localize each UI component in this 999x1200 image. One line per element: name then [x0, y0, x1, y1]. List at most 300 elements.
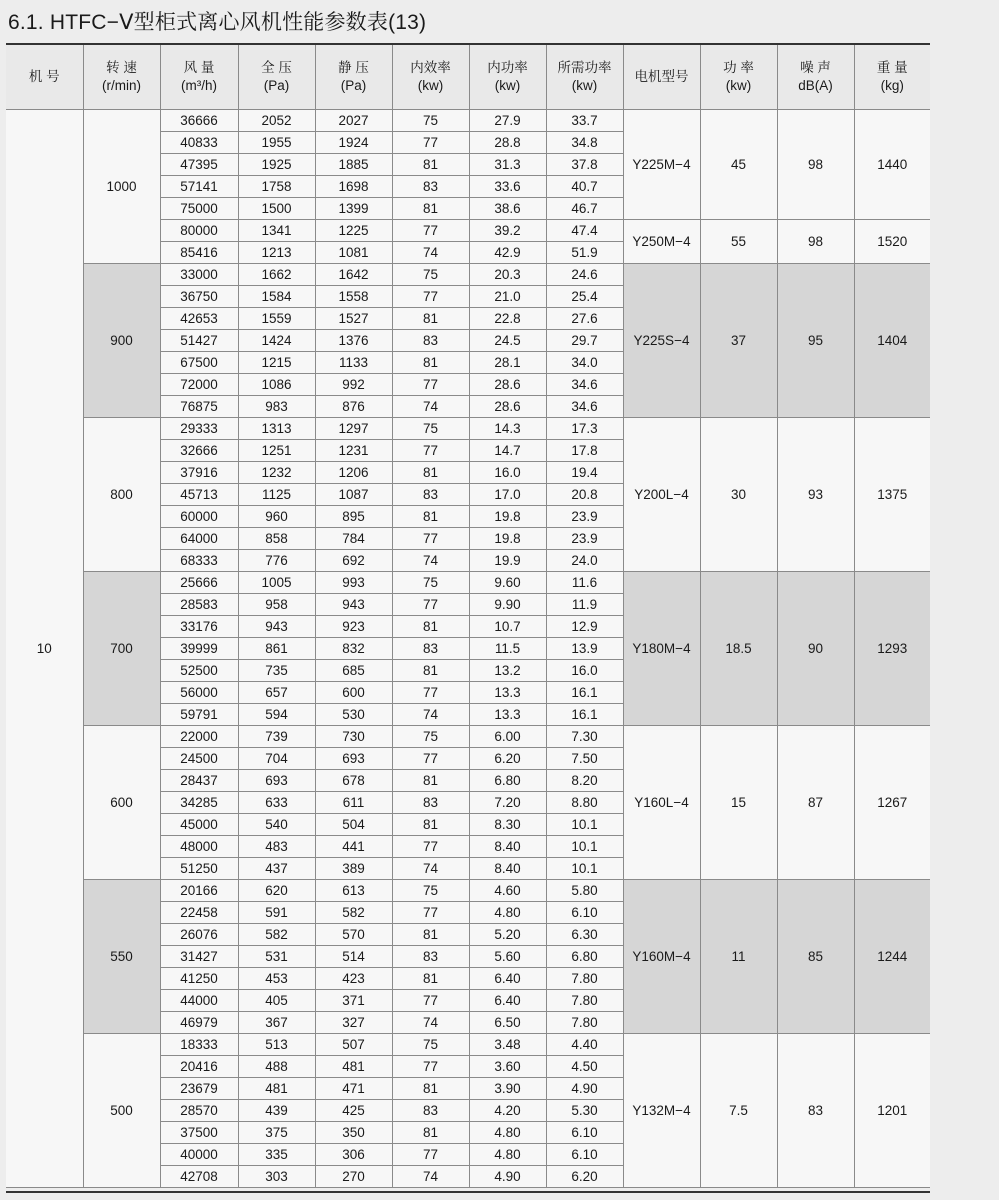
airflow-cell: 42653 [160, 308, 238, 330]
required-power-cell: 7.80 [546, 1012, 623, 1034]
total-pressure-cell: 1005 [238, 572, 315, 594]
static-pressure-cell: 507 [315, 1034, 392, 1056]
internal-efficiency-cell: 77 [392, 220, 469, 242]
static-pressure-cell: 600 [315, 682, 392, 704]
header-unit: (Pa) [340, 78, 367, 93]
airflow-cell: 45713 [160, 484, 238, 506]
header-label: 转 速 [106, 60, 137, 75]
static-pressure-cell: 327 [315, 1012, 392, 1034]
internal-efficiency-cell: 83 [392, 792, 469, 814]
internal-power-cell: 39.2 [469, 220, 546, 242]
internal-power-cell: 14.7 [469, 440, 546, 462]
table-body [6, 110, 930, 1188]
internal-efficiency-cell: 81 [392, 352, 469, 374]
total-pressure-cell: 861 [238, 638, 315, 660]
static-pressure-cell: 685 [315, 660, 392, 682]
required-power-cell: 27.6 [546, 308, 623, 330]
internal-efficiency-cell: 74 [392, 1012, 469, 1034]
static-pressure-cell: 582 [315, 902, 392, 924]
header-internal-power [469, 45, 546, 110]
airflow-cell: 51250 [160, 858, 238, 880]
header-internal-efficiency [392, 45, 469, 110]
required-power-cell: 7.30 [546, 726, 623, 748]
static-pressure-cell: 1885 [315, 154, 392, 176]
total-pressure-cell: 704 [238, 748, 315, 770]
airflow-cell: 22458 [160, 902, 238, 924]
total-pressure-cell: 657 [238, 682, 315, 704]
required-power-cell: 7.80 [546, 968, 623, 990]
internal-efficiency-cell: 77 [392, 594, 469, 616]
internal-power-cell: 33.6 [469, 176, 546, 198]
static-pressure-cell: 730 [315, 726, 392, 748]
airflow-cell: 48000 [160, 836, 238, 858]
internal-power-cell: 8.40 [469, 836, 546, 858]
total-pressure-cell: 439 [238, 1100, 315, 1122]
static-pressure-cell: 1231 [315, 440, 392, 462]
speed-cell: 600 [83, 726, 160, 880]
noise-cell: 95 [777, 264, 854, 418]
airflow-cell: 37916 [160, 462, 238, 484]
table-row [6, 1034, 930, 1056]
static-pressure-cell: 1558 [315, 286, 392, 308]
required-power-cell: 7.80 [546, 990, 623, 1012]
page-title: 6.1. HTFC−Ⅴ型柜式离心风机性能参数表(13) [8, 11, 427, 34]
static-pressure-cell: 1527 [315, 308, 392, 330]
airflow-cell: 40000 [160, 1144, 238, 1166]
internal-power-cell: 6.40 [469, 968, 546, 990]
static-pressure-cell: 1133 [315, 352, 392, 374]
internal-efficiency-cell: 81 [392, 1078, 469, 1100]
internal-power-cell: 4.90 [469, 1166, 546, 1188]
noise-cell: 83 [777, 1034, 854, 1188]
internal-efficiency-cell: 77 [392, 286, 469, 308]
header-motor-power [700, 45, 777, 110]
internal-efficiency-cell: 74 [392, 704, 469, 726]
airflow-cell: 23679 [160, 1078, 238, 1100]
internal-power-cell: 24.5 [469, 330, 546, 352]
internal-power-cell: 8.30 [469, 814, 546, 836]
noise-cell: 90 [777, 572, 854, 726]
internal-efficiency-cell: 75 [392, 418, 469, 440]
static-pressure-cell: 1376 [315, 330, 392, 352]
static-pressure-cell: 423 [315, 968, 392, 990]
header-label: 机 号 [28, 69, 60, 84]
airflow-cell: 40833 [160, 132, 238, 154]
speed-cell: 900 [83, 264, 160, 418]
motor-model-cell: Y180M−4 [623, 572, 700, 726]
internal-power-cell: 31.3 [469, 154, 546, 176]
static-pressure-cell: 1399 [315, 198, 392, 220]
required-power-cell: 17.8 [546, 440, 623, 462]
internal-power-cell: 3.48 [469, 1034, 546, 1056]
motor-power-cell: 7.5 [700, 1034, 777, 1188]
internal-efficiency-cell: 83 [392, 484, 469, 506]
internal-efficiency-cell: 81 [392, 660, 469, 682]
static-pressure-cell: 425 [315, 1100, 392, 1122]
total-pressure-cell: 1662 [238, 264, 315, 286]
motor-power-cell: 45 [700, 110, 777, 220]
total-pressure-cell: 633 [238, 792, 315, 814]
required-power-cell: 34.8 [546, 132, 623, 154]
required-power-cell: 34.6 [546, 374, 623, 396]
internal-efficiency-cell: 77 [392, 528, 469, 550]
total-pressure-cell: 367 [238, 1012, 315, 1034]
table-row [6, 110, 930, 132]
airflow-cell: 41250 [160, 968, 238, 990]
static-pressure-cell: 1698 [315, 176, 392, 198]
static-pressure-cell: 784 [315, 528, 392, 550]
required-power-cell: 34.6 [546, 396, 623, 418]
airflow-cell: 57141 [160, 176, 238, 198]
static-pressure-cell: 923 [315, 616, 392, 638]
header-label: 风 量 [183, 60, 215, 75]
static-pressure-cell: 514 [315, 946, 392, 968]
header-label: 重 量 [876, 60, 908, 75]
required-power-cell: 5.80 [546, 880, 623, 902]
internal-efficiency-cell: 77 [392, 132, 469, 154]
static-pressure-cell: 895 [315, 506, 392, 528]
airflow-cell: 37500 [160, 1122, 238, 1144]
total-pressure-cell: 594 [238, 704, 315, 726]
internal-power-cell: 3.90 [469, 1078, 546, 1100]
required-power-cell: 10.1 [546, 814, 623, 836]
internal-efficiency-cell: 74 [392, 858, 469, 880]
internal-power-cell: 4.80 [469, 1122, 546, 1144]
internal-efficiency-cell: 81 [392, 968, 469, 990]
internal-efficiency-cell: 83 [392, 1100, 469, 1122]
internal-power-cell: 3.60 [469, 1056, 546, 1078]
internal-power-cell: 38.6 [469, 198, 546, 220]
required-power-cell: 23.9 [546, 506, 623, 528]
motor-model-cell: Y225M−4 [623, 110, 700, 220]
internal-power-cell: 21.0 [469, 286, 546, 308]
internal-power-cell: 17.0 [469, 484, 546, 506]
header-speed [83, 45, 160, 110]
weight-cell: 1440 [854, 110, 930, 220]
motor-model-cell: Y225S−4 [623, 264, 700, 418]
internal-efficiency-cell: 81 [392, 308, 469, 330]
internal-efficiency-cell: 81 [392, 154, 469, 176]
airflow-cell: 36750 [160, 286, 238, 308]
total-pressure-cell: 1213 [238, 242, 315, 264]
noise-cell: 85 [777, 880, 854, 1034]
header-required-power [546, 45, 623, 110]
required-power-cell: 8.80 [546, 792, 623, 814]
total-pressure-cell: 739 [238, 726, 315, 748]
internal-efficiency-cell: 81 [392, 462, 469, 484]
required-power-cell: 11.9 [546, 594, 623, 616]
total-pressure-cell: 591 [238, 902, 315, 924]
total-pressure-cell: 1125 [238, 484, 315, 506]
airflow-cell: 39999 [160, 638, 238, 660]
required-power-cell: 20.8 [546, 484, 623, 506]
static-pressure-cell: 389 [315, 858, 392, 880]
static-pressure-cell: 2027 [315, 110, 392, 132]
noise-cell: 87 [777, 726, 854, 880]
total-pressure-cell: 582 [238, 924, 315, 946]
internal-power-cell: 13.3 [469, 682, 546, 704]
required-power-cell: 6.10 [546, 1144, 623, 1166]
header-unit: (m³/h) [181, 78, 217, 93]
required-power-cell: 4.40 [546, 1034, 623, 1056]
static-pressure-cell: 570 [315, 924, 392, 946]
airflow-cell: 45000 [160, 814, 238, 836]
airflow-cell: 32666 [160, 440, 238, 462]
airflow-cell: 28437 [160, 770, 238, 792]
static-pressure-cell: 692 [315, 550, 392, 572]
airflow-cell: 85416 [160, 242, 238, 264]
static-pressure-cell: 441 [315, 836, 392, 858]
internal-efficiency-cell: 77 [392, 748, 469, 770]
required-power-cell: 10.1 [546, 836, 623, 858]
airflow-cell: 31427 [160, 946, 238, 968]
internal-power-cell: 19.9 [469, 550, 546, 572]
internal-efficiency-cell: 81 [392, 198, 469, 220]
internal-efficiency-cell: 77 [392, 1056, 469, 1078]
motor-power-cell: 18.5 [700, 572, 777, 726]
airflow-cell: 64000 [160, 528, 238, 550]
internal-power-cell: 14.3 [469, 418, 546, 440]
static-pressure-cell: 876 [315, 396, 392, 418]
required-power-cell: 13.9 [546, 638, 623, 660]
internal-efficiency-cell: 75 [392, 726, 469, 748]
total-pressure-cell: 483 [238, 836, 315, 858]
motor-model-cell: Y200L−4 [623, 418, 700, 572]
required-power-cell: 4.50 [546, 1056, 623, 1078]
required-power-cell: 5.30 [546, 1100, 623, 1122]
header-unit: (Pa) [263, 78, 290, 93]
speed-cell: 500 [83, 1034, 160, 1188]
weight-cell: 1267 [854, 726, 930, 880]
internal-efficiency-cell: 77 [392, 1144, 469, 1166]
internal-power-cell: 4.80 [469, 902, 546, 924]
airflow-cell: 44000 [160, 990, 238, 1012]
total-pressure-cell: 735 [238, 660, 315, 682]
required-power-cell: 19.4 [546, 462, 623, 484]
required-power-cell: 46.7 [546, 198, 623, 220]
required-power-cell: 6.10 [546, 1122, 623, 1144]
internal-power-cell: 20.3 [469, 264, 546, 286]
header-weight [854, 45, 930, 110]
static-pressure-cell: 270 [315, 1166, 392, 1188]
total-pressure-cell: 1758 [238, 176, 315, 198]
speed-cell: 1000 [83, 110, 160, 264]
airflow-cell: 52500 [160, 660, 238, 682]
required-power-cell: 23.9 [546, 528, 623, 550]
header-label: 功 率 [723, 60, 754, 75]
total-pressure-cell: 1086 [238, 374, 315, 396]
speed-cell: 800 [83, 418, 160, 572]
static-pressure-cell: 350 [315, 1122, 392, 1144]
airflow-cell: 72000 [160, 374, 238, 396]
motor-power-cell: 15 [700, 726, 777, 880]
airflow-cell: 22000 [160, 726, 238, 748]
total-pressure-cell: 1955 [238, 132, 315, 154]
internal-efficiency-cell: 74 [392, 1166, 469, 1188]
static-pressure-cell: 693 [315, 748, 392, 770]
required-power-cell: 16.1 [546, 704, 623, 726]
total-pressure-cell: 1925 [238, 154, 315, 176]
static-pressure-cell: 832 [315, 638, 392, 660]
weight-cell: 1375 [854, 418, 930, 572]
internal-efficiency-cell: 81 [392, 616, 469, 638]
performance-table [6, 45, 930, 1188]
table-row [6, 880, 930, 902]
internal-power-cell: 6.20 [469, 748, 546, 770]
header-label: 电机型号 [634, 69, 689, 84]
header-unit: dB(A) [798, 78, 833, 93]
weight-cell: 1201 [854, 1034, 930, 1188]
internal-power-cell: 13.3 [469, 704, 546, 726]
total-pressure-cell: 858 [238, 528, 315, 550]
required-power-cell: 25.4 [546, 286, 623, 308]
required-power-cell: 47.4 [546, 220, 623, 242]
total-pressure-cell: 958 [238, 594, 315, 616]
static-pressure-cell: 1081 [315, 242, 392, 264]
internal-power-cell: 11.5 [469, 638, 546, 660]
airflow-cell: 51427 [160, 330, 238, 352]
internal-efficiency-cell: 75 [392, 880, 469, 902]
header-unit: (kg) [880, 78, 904, 93]
required-power-cell: 17.3 [546, 418, 623, 440]
required-power-cell: 16.1 [546, 682, 623, 704]
airflow-cell: 42708 [160, 1166, 238, 1188]
internal-efficiency-cell: 77 [392, 440, 469, 462]
static-pressure-cell: 611 [315, 792, 392, 814]
static-pressure-cell: 471 [315, 1078, 392, 1100]
total-pressure-cell: 983 [238, 396, 315, 418]
internal-power-cell: 8.40 [469, 858, 546, 880]
internal-power-cell: 28.6 [469, 374, 546, 396]
table-row [6, 726, 930, 748]
internal-efficiency-cell: 77 [392, 902, 469, 924]
total-pressure-cell: 943 [238, 616, 315, 638]
noise-cell: 93 [777, 418, 854, 572]
required-power-cell: 29.7 [546, 330, 623, 352]
header-total-pressure [238, 45, 315, 110]
required-power-cell: 12.9 [546, 616, 623, 638]
internal-power-cell: 22.8 [469, 308, 546, 330]
total-pressure-cell: 693 [238, 770, 315, 792]
internal-power-cell: 10.7 [469, 616, 546, 638]
header-machine-no [6, 45, 83, 110]
total-pressure-cell: 1215 [238, 352, 315, 374]
internal-power-cell: 6.80 [469, 770, 546, 792]
internal-power-cell: 19.8 [469, 528, 546, 550]
internal-power-cell: 9.60 [469, 572, 546, 594]
internal-efficiency-cell: 83 [392, 638, 469, 660]
airflow-cell: 80000 [160, 220, 238, 242]
required-power-cell: 16.0 [546, 660, 623, 682]
internal-efficiency-cell: 77 [392, 990, 469, 1012]
required-power-cell: 6.30 [546, 924, 623, 946]
internal-power-cell: 13.2 [469, 660, 546, 682]
noise-cell: 98 [777, 110, 854, 220]
total-pressure-cell: 776 [238, 550, 315, 572]
airflow-cell: 29333 [160, 418, 238, 440]
internal-efficiency-cell: 81 [392, 506, 469, 528]
airflow-cell: 60000 [160, 506, 238, 528]
internal-efficiency-cell: 83 [392, 330, 469, 352]
motor-power-cell: 11 [700, 880, 777, 1034]
total-pressure-cell: 1500 [238, 198, 315, 220]
header-label: 静 压 [338, 60, 369, 75]
total-pressure-cell: 335 [238, 1144, 315, 1166]
required-power-cell: 10.1 [546, 858, 623, 880]
machine-no-cell: 10 [6, 110, 83, 1188]
static-pressure-cell: 504 [315, 814, 392, 836]
speed-cell: 700 [83, 572, 160, 726]
airflow-cell: 24500 [160, 748, 238, 770]
airflow-cell: 47395 [160, 154, 238, 176]
airflow-cell: 20166 [160, 880, 238, 902]
table-row [6, 264, 930, 286]
header-label: 内效率 [410, 60, 451, 75]
total-pressure-cell: 375 [238, 1122, 315, 1144]
header-label: 所需功率 [557, 60, 612, 75]
required-power-cell: 6.20 [546, 1166, 623, 1188]
header-label: 噪 声 [800, 60, 831, 75]
header-unit: (kw) [417, 78, 444, 93]
internal-power-cell: 6.50 [469, 1012, 546, 1034]
total-pressure-cell: 453 [238, 968, 315, 990]
airflow-cell: 34285 [160, 792, 238, 814]
speed-cell: 550 [83, 880, 160, 1034]
static-pressure-cell: 1642 [315, 264, 392, 286]
motor-power-cell: 37 [700, 264, 777, 418]
static-pressure-cell: 993 [315, 572, 392, 594]
internal-power-cell: 6.00 [469, 726, 546, 748]
weight-cell: 1520 [854, 220, 930, 264]
static-pressure-cell: 992 [315, 374, 392, 396]
motor-model-cell: Y250M−4 [623, 220, 700, 264]
noise-cell: 98 [777, 220, 854, 264]
static-pressure-cell: 1225 [315, 220, 392, 242]
total-pressure-cell: 1251 [238, 440, 315, 462]
motor-model-cell: Y160L−4 [623, 726, 700, 880]
header-unit: (kw) [494, 78, 521, 93]
internal-efficiency-cell: 81 [392, 924, 469, 946]
weight-cell: 1404 [854, 264, 930, 418]
static-pressure-cell: 678 [315, 770, 392, 792]
total-pressure-cell: 513 [238, 1034, 315, 1056]
airflow-cell: 25666 [160, 572, 238, 594]
internal-efficiency-cell: 81 [392, 1122, 469, 1144]
motor-power-cell: 30 [700, 418, 777, 572]
motor-model-cell: Y160M−4 [623, 880, 700, 1034]
total-pressure-cell: 540 [238, 814, 315, 836]
performance-table-container [6, 43, 930, 1193]
total-pressure-cell: 1584 [238, 286, 315, 308]
internal-power-cell: 27.9 [469, 110, 546, 132]
total-pressure-cell: 960 [238, 506, 315, 528]
internal-efficiency-cell: 77 [392, 374, 469, 396]
static-pressure-cell: 1087 [315, 484, 392, 506]
internal-efficiency-cell: 75 [392, 264, 469, 286]
internal-power-cell: 19.8 [469, 506, 546, 528]
required-power-cell: 34.0 [546, 352, 623, 374]
required-power-cell: 7.50 [546, 748, 623, 770]
internal-power-cell: 4.20 [469, 1100, 546, 1122]
static-pressure-cell: 371 [315, 990, 392, 1012]
required-power-cell: 24.0 [546, 550, 623, 572]
header-airflow [160, 45, 238, 110]
airflow-cell: 28583 [160, 594, 238, 616]
static-pressure-cell: 530 [315, 704, 392, 726]
airflow-cell: 68333 [160, 550, 238, 572]
airflow-cell: 33000 [160, 264, 238, 286]
required-power-cell: 51.9 [546, 242, 623, 264]
